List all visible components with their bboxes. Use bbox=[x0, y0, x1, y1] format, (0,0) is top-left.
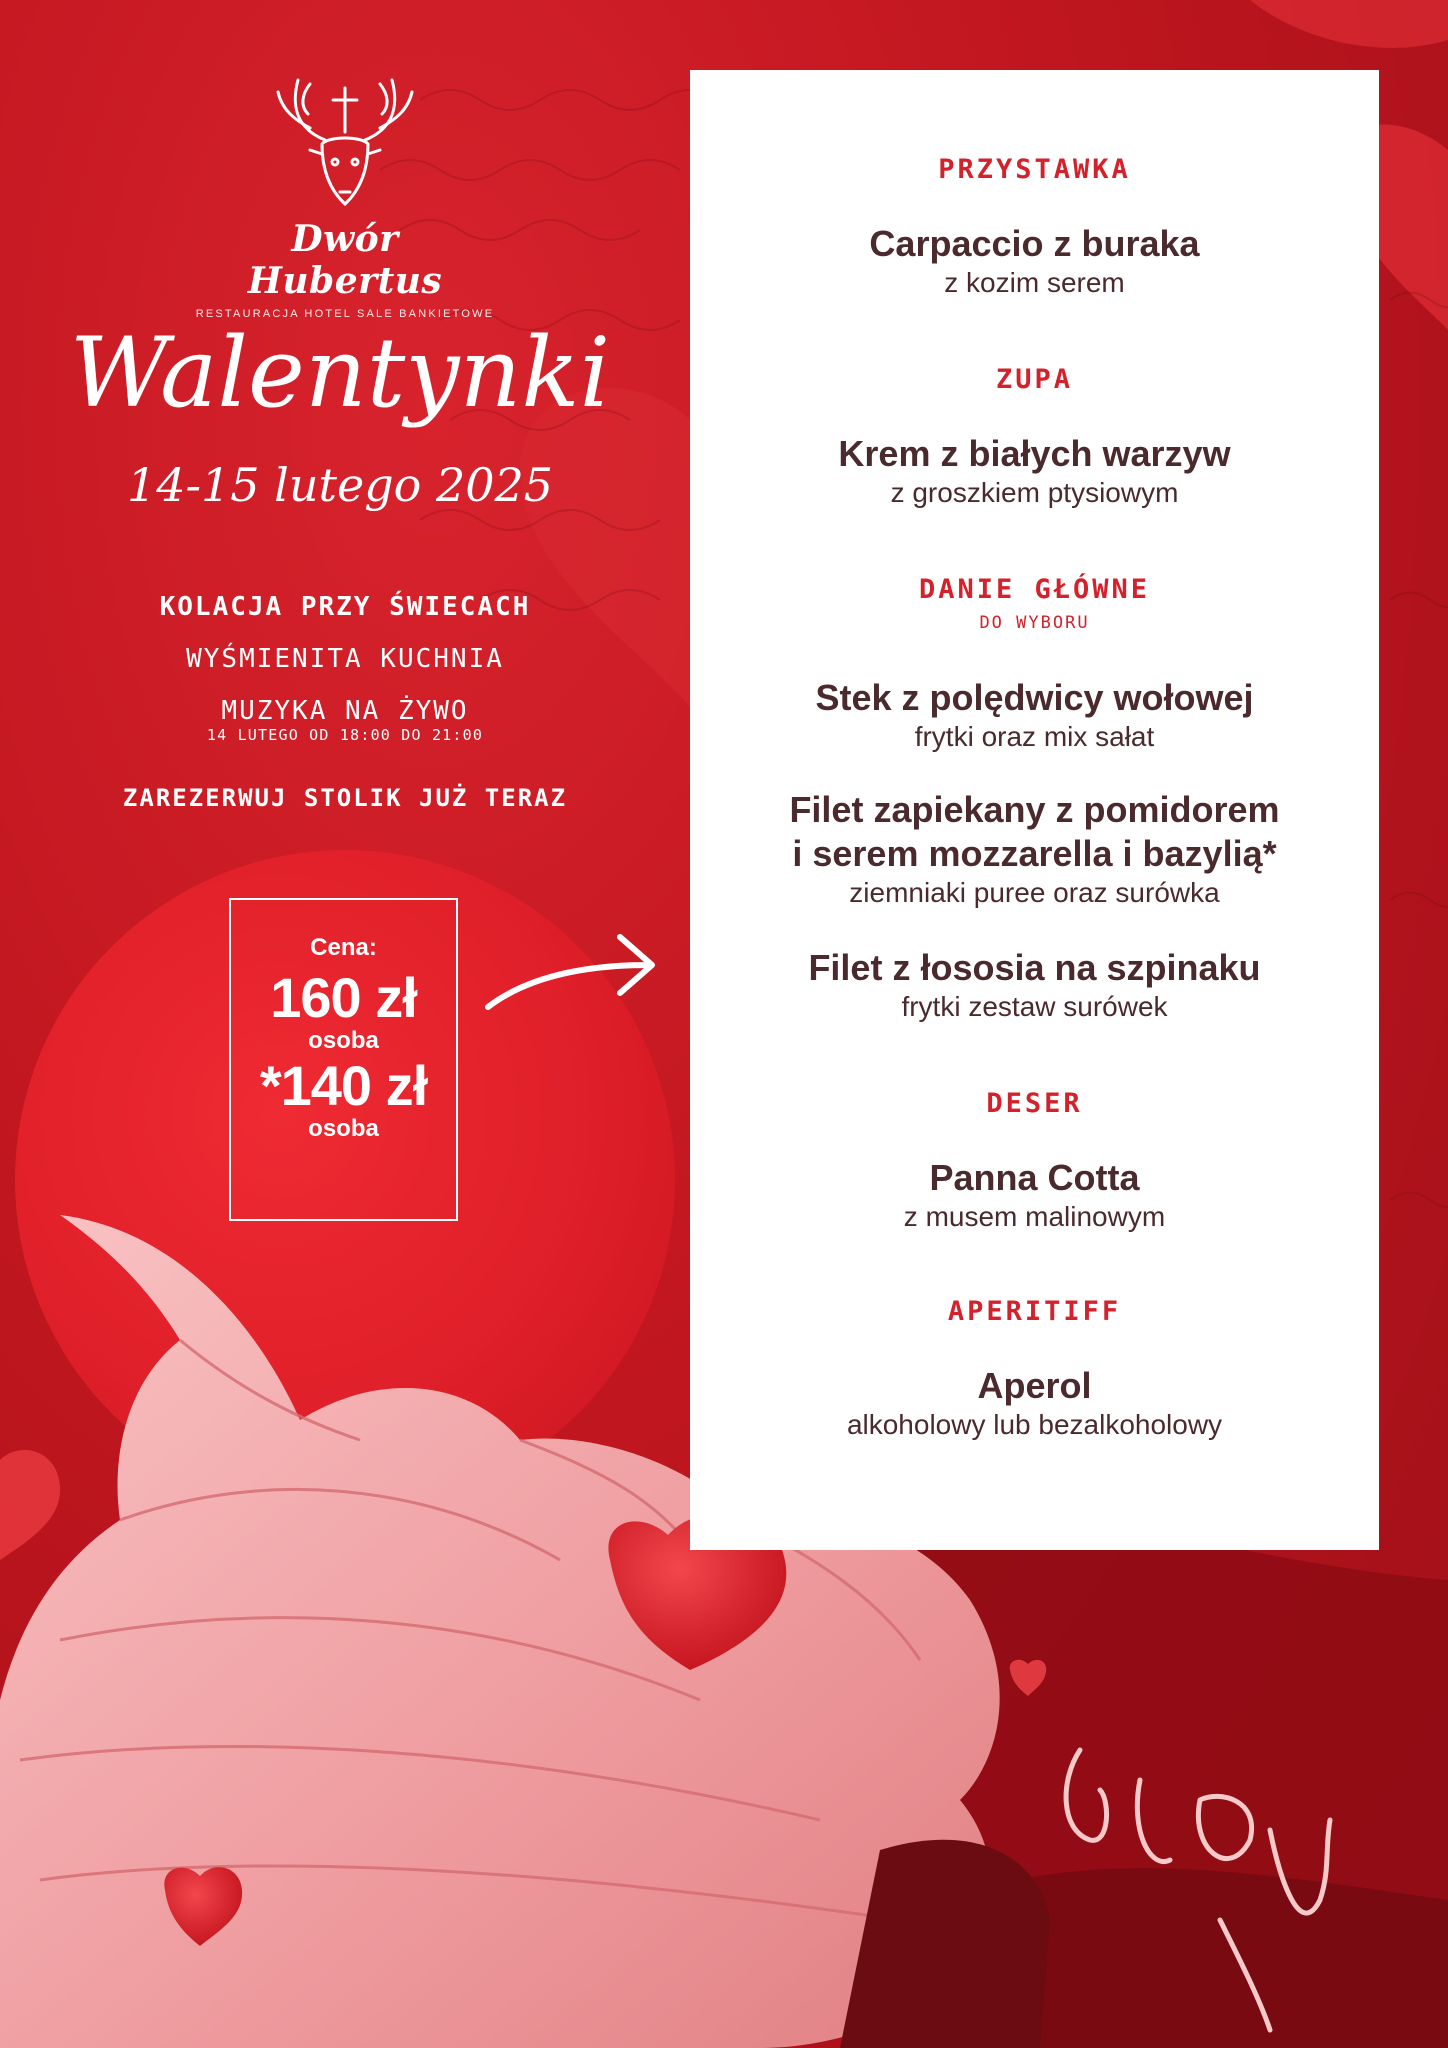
dish-starter-desc: z kozim serem bbox=[944, 267, 1125, 298]
dish-main-1: Stek z polędwicy wołowej bbox=[815, 677, 1254, 718]
reserve-cta: ZAREZERWUJ STOLIK JUŻ TERAZ bbox=[122, 784, 568, 812]
brand-tagline: RESTAURACJA HOTEL SALE BANKIETOWE bbox=[195, 308, 495, 320]
menu-card bbox=[690, 70, 1379, 1550]
dish-aperitif-desc: alkoholowy lub bezalkoholowy bbox=[846, 1409, 1223, 1440]
dish-main-3-desc: frytki zestaw surówek bbox=[901, 991, 1168, 1022]
brand-name: Dwór Hubertus bbox=[247, 218, 443, 302]
section-heading-soup: ZUPA bbox=[995, 364, 1074, 395]
dish-dessert: Panna Cotta bbox=[929, 1157, 1140, 1198]
feature-cuisine: WYŚMIENITA KUCHNIA bbox=[186, 644, 504, 674]
dish-soup: Krem z białych warzyw bbox=[838, 433, 1231, 474]
price-discounted: *140 zł bbox=[259, 1054, 428, 1117]
event-title: Walentynki bbox=[69, 317, 611, 429]
dish-main-1-desc: frytki oraz mix sałat bbox=[914, 721, 1155, 752]
feature-live-music: MUZYKA NA ŻYWO bbox=[221, 696, 469, 726]
dish-main-3: Filet z łososia na szpinaku bbox=[808, 947, 1261, 988]
live-music-time: 14 LUTEGO OD 18:00 DO 21:00 bbox=[206, 726, 484, 744]
price-discounted-unit: osoba bbox=[308, 1115, 379, 1142]
section-heading-starter: PRZYSTAWKA bbox=[938, 154, 1131, 185]
price-standard-unit: osoba bbox=[308, 1027, 379, 1054]
feature-candlelight-dinner: KOLACJA PRZY ŚWIECACH bbox=[159, 592, 531, 622]
dish-main-2-line1: Filet zapiekany z pomidorem bbox=[789, 789, 1280, 830]
dish-aperitif: Aperol bbox=[977, 1365, 1092, 1406]
dish-starter: Carpaccio z buraka bbox=[869, 223, 1200, 264]
section-subheading-main: DO WYBORU bbox=[979, 613, 1090, 633]
dish-main-2-line2: i serem mozzarella i bazylią* bbox=[792, 833, 1277, 874]
section-heading-dessert: DESER bbox=[986, 1088, 1083, 1119]
price-box bbox=[229, 898, 458, 1221]
event-date: 14-15 lutego 2025 bbox=[126, 458, 554, 512]
brand-logo bbox=[190, 70, 500, 320]
curved-arrow-icon bbox=[480, 915, 670, 1015]
price-label: Cena: bbox=[310, 934, 377, 961]
dish-soup-desc: z groszkiem ptysiowym bbox=[890, 477, 1179, 508]
section-heading-main: DANIE GŁÓWNE bbox=[918, 574, 1151, 605]
features-list bbox=[95, 592, 595, 812]
stag-cross-logo-icon bbox=[270, 70, 420, 210]
dish-main-2-desc: ziemniaki puree oraz surówka bbox=[849, 877, 1220, 908]
dish-dessert-desc: z musem malinowym bbox=[903, 1201, 1166, 1232]
price-standard: 160 zł bbox=[270, 966, 417, 1029]
section-heading-aperitif: APERITIFF bbox=[947, 1296, 1122, 1327]
